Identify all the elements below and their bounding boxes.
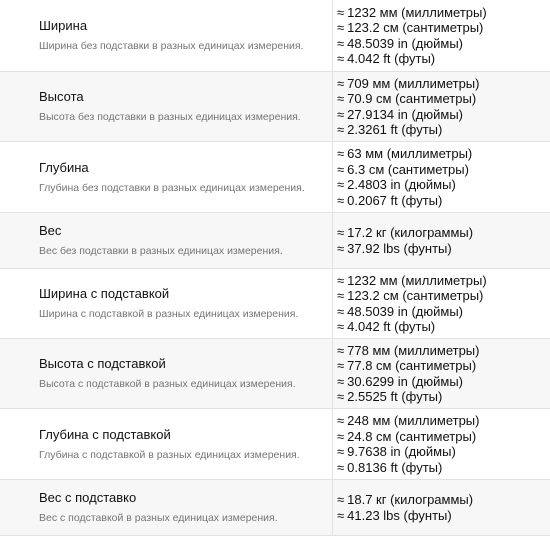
- spec-value: [337, 429, 550, 445]
- spec-title: Ширина с подставкой: [39, 286, 170, 301]
- spec-value-text: 48.5039 in (дюймы): [347, 35, 464, 51]
- spec-description: Вес без подставки в разных единицах измерения.: [39, 245, 283, 257]
- spec-value-text: 2.3261 ft (футы): [347, 122, 443, 137]
- spec-row-width: [0, 0, 550, 72]
- approx-symbol: ≈: [337, 389, 345, 404]
- approx-symbol: ≈: [337, 91, 345, 106]
- spec-value-text: 709 мм (миллиметры): [347, 75, 480, 91]
- spec-label-cell: [0, 0, 333, 71]
- spec-value-text: 123.2 см (сантиметры): [347, 20, 484, 35]
- approx-symbol: ≈: [337, 4, 345, 20]
- spec-value: [337, 389, 550, 405]
- spec-value-text: 41.23 lbs (фунты): [347, 507, 452, 523]
- spec-description: Высота без подставки в разных единицах измерения.: [39, 111, 301, 123]
- spec-row-width-with-stand: [0, 269, 550, 339]
- spec-value-text: 248 мм (миллиметры): [347, 413, 480, 428]
- spec-value: [337, 319, 550, 335]
- spec-title: Высота: [39, 89, 84, 104]
- approx-symbol: ≈: [337, 75, 345, 91]
- spec-value: [337, 20, 550, 36]
- spec-row-weight-with-stand: [0, 480, 550, 536]
- spec-value-text: 2.4803 in (дюймы): [347, 177, 456, 192]
- spec-value: [337, 273, 550, 289]
- spec-value: [337, 177, 550, 193]
- approx-symbol: ≈: [337, 225, 345, 240]
- approx-symbol: ≈: [337, 444, 345, 459]
- spec-value-text: 77.8 см (сантиметры): [347, 358, 477, 373]
- spec-description: Ширина без подставки в разных единицах измерения.: [39, 40, 304, 52]
- approx-symbol: ≈: [337, 507, 345, 523]
- spec-row-height-with-stand: [0, 339, 550, 409]
- spec-description: Вес с подставкой в разных единицах измерения.: [39, 512, 278, 524]
- spec-row-depth-with-stand: [0, 409, 550, 480]
- spec-value: [337, 51, 550, 67]
- approx-symbol: ≈: [337, 192, 345, 208]
- spec-value: [337, 460, 550, 476]
- spec-value-text: 123.2 см (сантиметры): [347, 288, 484, 303]
- spec-title: Ширина: [39, 18, 88, 33]
- approx-symbol: ≈: [337, 272, 345, 288]
- spec-values-cell: [333, 480, 550, 535]
- spec-value: [337, 358, 550, 374]
- approx-symbol: ≈: [337, 106, 345, 122]
- spec-label-cell: [0, 269, 333, 338]
- spec-row-height: [0, 72, 550, 142]
- spec-value-text: 70.9 см (сантиметры): [347, 91, 477, 106]
- spec-value: [337, 76, 550, 92]
- spec-value: [337, 146, 550, 162]
- spec-value-text: 9.7638 in (дюймы): [347, 444, 456, 459]
- approx-symbol: ≈: [337, 373, 345, 389]
- spec-label-cell: [0, 409, 333, 479]
- spec-label-cell: [0, 480, 333, 535]
- spec-value-text: 0.8136 ft (футы): [347, 459, 443, 475]
- spec-values-cell: [333, 409, 550, 479]
- spec-label-cell: [0, 72, 333, 141]
- spec-values-cell: [333, 142, 550, 212]
- spec-value-text: 18.7 кг (килограммы): [347, 492, 474, 507]
- spec-value: [337, 162, 550, 178]
- spec-description: Глубина с подставкой в разных единицах измерения.: [39, 448, 300, 461]
- approx-symbol: ≈: [337, 342, 345, 358]
- spec-title: Глубина: [39, 159, 89, 175]
- spec-description: Ширина с подставкой в разных единицах измерения.: [39, 308, 299, 320]
- spec-value: [337, 374, 550, 390]
- spec-value: [337, 413, 550, 429]
- spec-value: [337, 225, 550, 241]
- spec-value: [337, 288, 550, 304]
- spec-value: [337, 343, 550, 359]
- spec-value: [337, 91, 550, 107]
- spec-value-text: 37.92 lbs (фунты): [347, 240, 452, 256]
- spec-value: [337, 241, 550, 257]
- spec-value-text: 1232 мм (миллиметры): [347, 4, 487, 20]
- spec-value-text: 2.5525 ft (футы): [347, 389, 443, 404]
- approx-symbol: ≈: [337, 240, 345, 256]
- spec-value-text: 48.5039 in (дюймы): [347, 303, 464, 319]
- approx-symbol: ≈: [337, 319, 345, 334]
- spec-value-text: 6.3 см (сантиметры): [347, 161, 469, 177]
- spec-title: Вес с подставко: [39, 490, 137, 505]
- spec-value-text: 30.6299 in (дюймы): [347, 373, 464, 389]
- approx-symbol: ≈: [337, 288, 345, 303]
- spec-value-text: 1232 мм (миллиметры): [347, 272, 487, 288]
- spec-value: [337, 5, 550, 21]
- approx-symbol: ≈: [337, 122, 345, 137]
- approx-symbol: ≈: [337, 358, 345, 373]
- spec-row-weight: [0, 213, 550, 269]
- spec-values-cell: [333, 269, 550, 338]
- approx-symbol: ≈: [337, 35, 345, 51]
- spec-value: [337, 444, 550, 460]
- spec-value-text: 27.9134 in (дюймы): [347, 106, 464, 122]
- approx-symbol: ≈: [337, 413, 345, 428]
- approx-symbol: ≈: [337, 177, 345, 192]
- spec-title: Глубина с подставкой: [39, 426, 171, 442]
- spec-values-cell: [333, 213, 550, 268]
- spec-value: [337, 107, 550, 123]
- spec-value-text: 17.2 кг (килограммы): [347, 225, 474, 240]
- spec-value-text: 24.8 см (сантиметры): [347, 428, 477, 444]
- spec-value: [337, 193, 550, 209]
- spec-value-text: 778 мм (миллиметры): [347, 342, 480, 358]
- approx-symbol: ≈: [337, 303, 345, 319]
- approx-symbol: ≈: [337, 459, 345, 475]
- approx-symbol: ≈: [337, 51, 345, 66]
- spec-title: Вес: [39, 223, 62, 238]
- spec-values-cell: [333, 0, 550, 71]
- approx-symbol: ≈: [337, 146, 345, 161]
- spec-value: [337, 492, 550, 508]
- spec-value: [337, 508, 550, 524]
- spec-value-text: 0.2067 ft (футы): [347, 192, 443, 208]
- approx-symbol: ≈: [337, 20, 345, 35]
- spec-value-text: 63 мм (миллиметры): [347, 146, 473, 161]
- spec-values-cell: [333, 339, 550, 408]
- spec-description: Глубина без подставки в разных единицах измерения.: [39, 181, 305, 194]
- spec-value-text: 4.042 ft (футы): [347, 319, 436, 334]
- spec-value: [337, 304, 550, 320]
- approx-symbol: ≈: [337, 492, 345, 507]
- spec-label-cell: [0, 142, 333, 212]
- approx-symbol: ≈: [337, 161, 345, 177]
- spec-values-cell: [333, 72, 550, 141]
- spec-value-text: 4.042 ft (футы): [347, 51, 436, 66]
- approx-symbol: ≈: [337, 428, 345, 444]
- spec-description: Высота с подставкой в разных единицах измерения.: [39, 378, 296, 390]
- spec-row-depth: [0, 142, 550, 213]
- spec-label-cell: [0, 213, 333, 268]
- spec-title: Высота с подставкой: [39, 356, 166, 371]
- spec-label-cell: [0, 339, 333, 408]
- spec-value: [337, 122, 550, 138]
- spec-value: [337, 36, 550, 52]
